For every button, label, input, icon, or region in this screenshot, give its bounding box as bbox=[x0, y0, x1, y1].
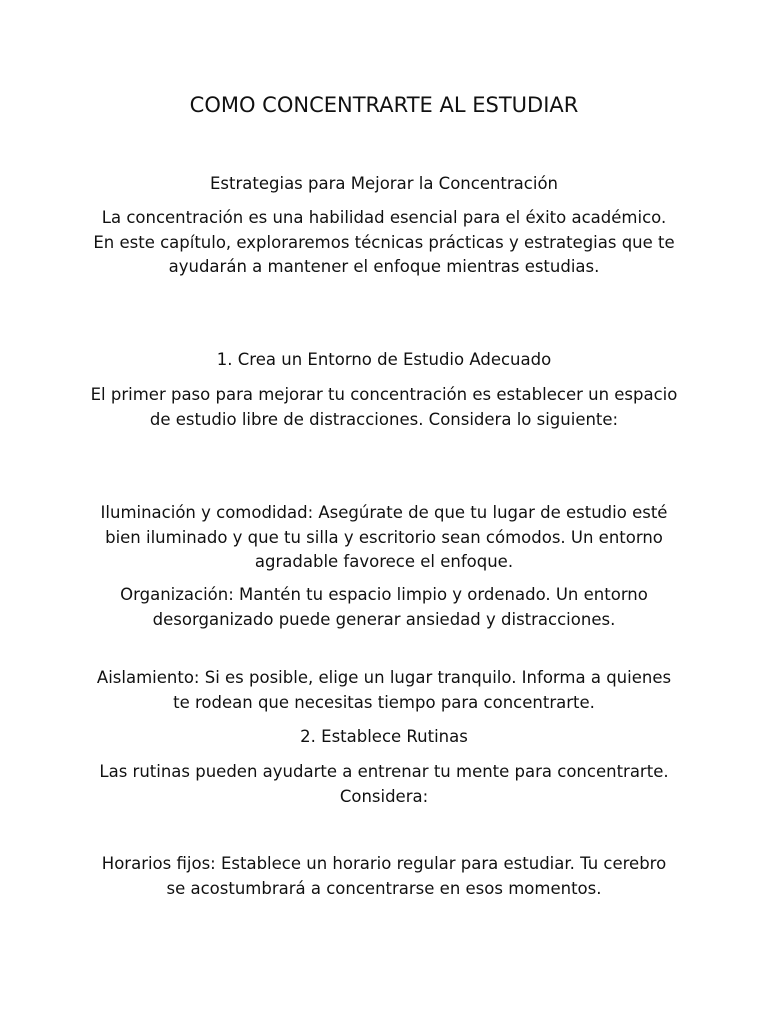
document-title: COMO CONCENTRARTE AL ESTUDIAR bbox=[189, 93, 579, 117]
section-1-item-lighting: Iluminación y comodidad: Asegúrate de que tu lugar de estudio esté bien iluminado y que tu silla y escritorio sean cómodos. Un entorno agradable favorece el enfoque. bbox=[100, 503, 668, 571]
section-2-intro: Las rutinas pueden ayudarte a entrenar tu mente para concentrarte. Considera: bbox=[99, 762, 669, 806]
section-1-item-organization: Organización: Mantén tu espacio limpio y ordenado. Un entorno desorganizado puede generar ansiedad y distracciones. bbox=[120, 585, 648, 629]
section-2-heading: 2. Establece Rutinas bbox=[300, 727, 468, 746]
intro-paragraph: La concentración es una habilidad esencial para el éxito académico. En este capítulo, exploraremos técnicas prácticas y estrategias que te ayudarán a mantener el enfoque mientras estudias. bbox=[93, 208, 675, 276]
section-2-item-schedule: Horarios fijos: Establece un horario regular para estudiar. Tu cerebro se acostumbrará a concentrarse en esos momentos. bbox=[101, 854, 667, 898]
section-1-item-isolation: Aislamiento: Si es posible, elige un lugar tranquilo. Informa a quienes te rodean que necesitas tiempo para concentrarte. bbox=[96, 668, 672, 712]
document-subtitle: Estrategias para Mejorar la Concentración bbox=[210, 174, 558, 193]
section-1-heading: 1. Crea un Entorno de Estudio Adecuado bbox=[216, 350, 552, 369]
section-1-intro: El primer paso para mejorar tu concentración es establecer un espacio de estudio libre de distracciones. Considera lo siguiente: bbox=[90, 385, 678, 429]
